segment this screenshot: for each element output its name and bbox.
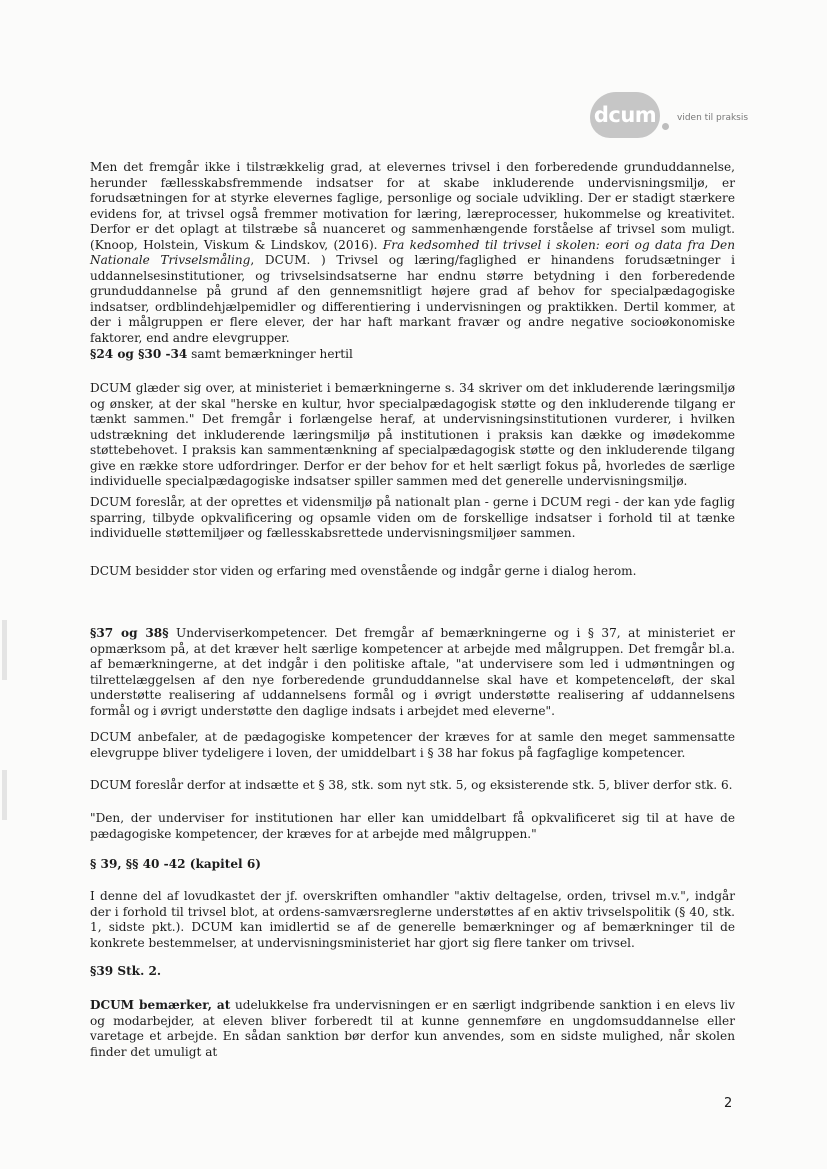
section-ref: §37 og 38§: [90, 626, 169, 640]
citation-title: Fra kedsomhed til trivsel i skolen: eori og data fra Den Nationale Trivselsmåling: [90, 237, 735, 267]
heading-bold: §24 og §30 -34: [90, 347, 188, 361]
section-heading-24-30: [90, 347, 353, 363]
paragraph-trivsel: [90, 160, 735, 346]
dcum-logo: [590, 92, 748, 138]
scan-margin-mark: [2, 620, 7, 680]
page-number: 2: [724, 1096, 733, 1111]
logo-wordmark: dcum: [590, 92, 660, 138]
paragraph-laeringsmiljo: DCUM glæder sig over, at ministeriet i bemærkningerne s. 34 skriver om det inkluderende læringsmiljø og ønsker, at der skal "herske en kultur, hvor specialpædagogisk støtte og den inkluderende tilgang er tænkt sammen." Det fremgår i forlængelse heraf, at undervisningsinstitutionen vurderer, i hvilken udstrækning det inkluderende læringsmiljø på institutionen i praksis kan dække og imødekomme støttebehovet. I praksis kan sammentænkning af specialpædagogisk støtte og den inkluderende tilgang give en række store udfordringer. Derfor er der behov for et helt særligt fokus på, hvorledes de særlige individuelle specialpædagogiske indsatser spiller sammen med det generelle undervisningsmiljø.: [90, 381, 735, 488]
logo-dot: [662, 123, 669, 130]
paragraph-foreslaar: DCUM foreslår derfor at indsætte et § 38, stk. som nyt stk. 5, og eksisterende stk. 5, bliver derfor stk. 6.: [90, 778, 733, 792]
paragraph-dialog: DCUM besidder stor viden og erfaring med ovenstående og indgår gerne i dialog herom.: [90, 564, 637, 578]
paragraph-bold-lead: DCUM bemærker, at: [90, 998, 231, 1012]
paragraph-underviserkompetencer: [90, 626, 735, 719]
paragraph-text: , DCUM. ) Trivsel og læring/faglighed er hinandens forudsætninger i uddannelsesinstitutioner, og trivselsindsatserne har endnu større betydning i den forberedende grunduddannelse på grund af den gennemsnitligt højere grad af behov for specialpædagogiske indsatser, ordblindehjælpemidler og differentiering i undervisningen og praktikken. Dertil kommer, at der i målgruppen er flere elever, der har haft markant fravær og andre negative socioøkonomiske faktorer, end andre elevgrupper.: [90, 253, 735, 345]
section-heading-39-42: § 39, §§ 40 -42 (kapitel 6): [90, 857, 261, 871]
paragraph-udelukkelse: [90, 998, 735, 1060]
heading-rest: samt bemærkninger hertil: [187, 347, 353, 361]
paragraph-text: Men det fremgår ikke i tilstrækkelig grad, at elevernes trivsel i den forberedende grunduddannelse, herunder fællesskabsfremmende indsatser for at skabe inkluderende undervisningsmiljø, er forudsætningen for at styrke elevernes faglige, personlige og sociale udvikling. Der er stadigt stærkere evidens for, at trivsel også fremmer motivation for læring, læreprocesser, hukommelse og kreativitet. Derfor er det oplagt at tilstræbe så nuanceret og sammenhængende forståelse af trivsel som muligt.(Knoop, Holstein, Viskum & Lindskov, (2016).: [90, 160, 735, 252]
section-heading-39-stk2: §39 Stk. 2.: [90, 964, 162, 978]
paragraph-trivselspolitik: I denne del af lovudkastet der jf. overskriften omhandler "aktiv deltagelse, orden, trivsel m.v.", indgår der i forhold til trivsel blot, at ordens-samværsreglerne understøttes af en aktiv trivselspolitik (§ 40, stk. 1, sidste pkt.). DCUM kan imidlertid se af de generelle bemærkninger og af bemærkninger til de konkrete bestemmelser, at undervisningsministeriet har gjort sig flere tanker om trivsel.: [90, 889, 735, 950]
scan-margin-mark: [2, 770, 7, 820]
paragraph-anbefaler: DCUM anbefaler, at de pædagogiske kompetencer der kræves for at samle den meget sammensatte elevgruppe bliver tydeligere i loven, der umiddelbart i § 38 har fokus på fagfaglige kompetencer.: [90, 730, 735, 760]
paragraph-text: udelukkelse fra undervisningen er en særligt indgribende sanktion i en elevs liv og modarbejder, at eleven bliver forberedt til at kunne gennemføre en ungdomsuddannelse eller varetage et arbejde. En sådan sanktion bør derfor kun anvendes, som en sidste mulighed, når skolen finder det umuligt at: [90, 998, 735, 1059]
paragraph-quote: "Den, der underviser for institutionen har eller kan umiddelbart få opkvalificeret sig til at have de pædagogiske kompetencer, der kræves for at arbejde med målgruppen.": [90, 811, 735, 841]
paragraph-vidensmiljo: DCUM foreslår, at der oprettes et vidensmiljø på nationalt plan - gerne i DCUM regi - der kan yde faglig sparring, tilbyde opkvalificering og opsamle viden om de forskellige indsatser i forhold til at tænke individuelle støttemiljøer og fællesskabsrettede undervisningsmiljøer sammen.: [90, 495, 735, 540]
logo-tagline: viden til praksis: [677, 113, 749, 123]
paragraph-text: Underviserkompetencer. Det fremgår af bemærkningerne og i § 37, at ministeriet er opmærksom på, at det kræver helt særlige kompetencer at arbejde med målgruppen. Det fremgår bl.a. af bemærkningerne, at det indgår i den politiske aftale, "at undervisere som led i udmøntningen og tilrettelæggelsen af den nye forberedende grunduddannelse skal have et kompetenceløft, der skal understøtte realisering af uddannelsens formål og i øvrigt understøtte realisering af uddannelsens formål og i øvrigt understøtte den daglige indsats i arbejdet med eleverne".: [90, 626, 735, 718]
